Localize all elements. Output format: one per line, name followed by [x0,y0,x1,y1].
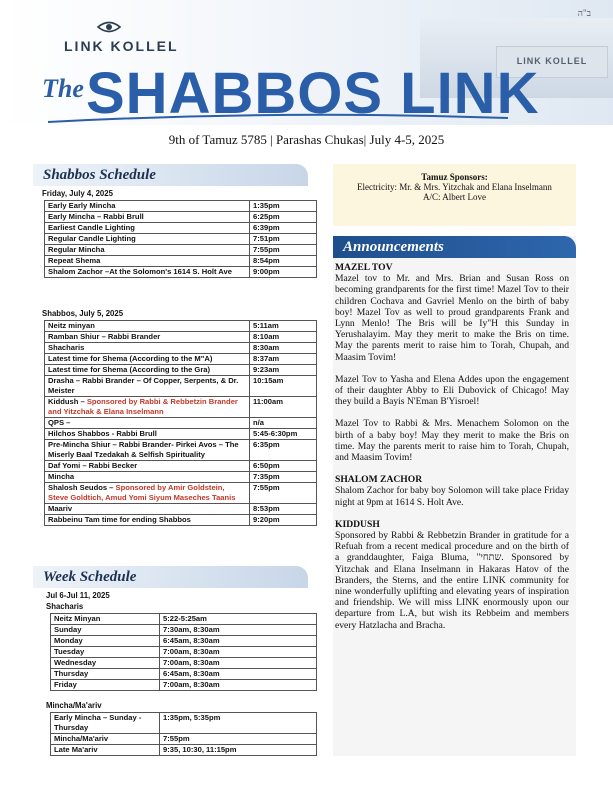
kiddush-text: Sponsored by Rabbi & Rebbetzin Brander in gratitude for a Refuah from a recent medical procedure and on the birth of a granddaughter, Faiga Bluma, "שתחי. Sponsored by Yitzchak and Elana Inselmann in Hakaras Hatov of the Branders, the Sterns, and the entire LINK community for nine wonderfully uplifting and elevating years of inspiration and friendship. We will miss LINK enormously upon our departure from L.A, but wish its Rebbeim and members every Hatzlacha and Bracha. [335,530,570,631]
event-time: 11:00am [250,397,317,418]
event-label: Early Mincha – Sunday - Thursday [51,713,160,734]
kiddush-heading: KIDDUSH [335,518,380,530]
schedule-row [45,332,317,343]
mincha-heading: Mincha/Ma'ariv [46,701,102,710]
schedule-row [45,397,317,418]
event-label: Neitz Minyan [51,614,160,625]
bh-mark: ב"ה [577,8,591,18]
event-label: Shalom Zachor –At the Solomon's 1614 S. Holt Ave [45,267,250,278]
schedule-row [45,343,317,354]
event-label: Maariv [45,504,250,515]
event-label: Repeat Shema [45,256,250,267]
event-label: Hilchos Shabbos - Rabbi Brull [45,429,250,440]
week-schedule-header: Week Schedule [33,566,308,588]
shacharis-heading: Shacharis [46,602,84,611]
event-label: Mincha [45,472,250,483]
event-time: 1:35pm [250,201,317,212]
event-label: Early Early Mincha [45,201,250,212]
schedule-row [51,745,317,756]
event-time: 7:00am, 8:30am [160,658,317,669]
event-time: 5:11am [250,321,317,332]
event-time: 6:45am, 8:30am [160,669,317,680]
event-label: Friday [51,680,160,691]
shabbos-table [44,320,317,526]
schedule-row [45,267,317,278]
event-label: Earliest Candle Lighting [45,223,250,234]
event-time: 8:10am [250,332,317,343]
schedule-row [45,354,317,365]
page-title: SHABBOS LINK [86,61,540,126]
event-time: 10:15am [250,376,317,397]
schedule-row [45,245,317,256]
event-time: 8:54pm [250,256,317,267]
event-label: Monday [51,636,160,647]
event-label: Neitz minyan [45,321,250,332]
event-time: 7:55pm [250,245,317,256]
shabbos-heading: Shabbos, July 5, 2025 [42,309,124,318]
announcements-body [335,262,569,631]
event-time: 7:55pm [250,483,317,504]
title-swoosh [48,112,508,124]
event-label: Shalosh Seudos – Sponsored by Amir Goldstein, Steve Goldtich, Amud Yomi Siyum Maseches Taanis [45,483,250,504]
event-label: Late Ma'ariv [51,745,160,756]
event-label: Regular Mincha [45,245,250,256]
event-time: 8:37am [250,354,317,365]
event-label: Ramban Shiur – Rabbi Brander [45,332,250,343]
mazel-tov-1: Mazel tov to Mr. and Mrs. Brian and Susan Ross on becoming grandparents for the first time! Mazel Tov to their children Cochava and Gavriel Menlo on the birth of baby boy! Mazel Tov as well to proud grandparents Frank and Lynn Menlo! The Bris will be Iy"H this Sunday in Yerushalayim. May they merit to make the Bris on time. May the parents merit to raise him to Torah, Chupah, and Maasim Tovim! [335,273,569,363]
event-time: 7:30am, 8:30am [160,625,317,636]
event-time: 8:30am [250,343,317,354]
schedule-row [45,418,317,429]
event-time: 7:55pm [160,734,317,745]
event-time: 5:45-6:30pm [250,429,317,440]
event-label: Regular Candle Lighting [45,234,250,245]
event-time: 7:51pm [250,234,317,245]
event-time: 6:25pm [250,212,317,223]
kollel-logo-icon [96,18,122,36]
sponsors-electricity: Electricity: Mr. & Mrs. Yitzchak and Elana Inselmann [357,182,552,192]
friday-table [44,200,317,278]
schedule-row [51,636,317,647]
event-label: Thursday [51,669,160,680]
mincha-table [50,712,317,756]
event-time: 6:45am, 8:30am [160,636,317,647]
building-sign: LINK KOLLEL [496,46,608,78]
friday-heading: Friday, July 4, 2025 [42,189,113,198]
sponsors-box [333,164,576,226]
schedule-row [45,376,317,397]
schedule-row [45,256,317,267]
schedule-row [45,515,317,526]
sponsors-ac: A/C: Albert Love [423,192,486,202]
schedule-row [51,614,317,625]
schedule-row [51,734,317,745]
schedule-row [51,647,317,658]
dateline: 9th of Tamuz 5785 | Parashas Chukas| July 4-5, 2025 [168,132,445,147]
event-label: Latest time for Shema (According to the M"A) [45,354,250,365]
event-label: Sunday [51,625,160,636]
event-time: 6:39pm [250,223,317,234]
event-time: 7:35pm [250,472,317,483]
schedule-row [45,365,317,376]
schedule-row [45,223,317,234]
shabbos-schedule-header: Shabbos Schedule [33,164,308,186]
event-label: Shacharis [45,343,250,354]
mazel-tov-2: Mazel Tov to Yasha and Elena Addes upon the engagement of their daughter Abby to Eli Dubovick of Chicago! May they build a Bayis N'Eman B'Yisroel! [335,373,569,408]
week-range: Jul 6-Jul 11, 2025 [46,591,110,600]
event-time: 1:35pm, 5:35pm [160,713,317,734]
event-label: Drasha – Rabbi Brander – Of Copper, Serpents, & Dr. Meister [45,376,250,397]
event-label: Early Mincha – Rabbi Brull [45,212,250,223]
sponsor-note: Sponsored by Amir Goldstein, Steve Goldtich, Amud Yomi Siyum Maseches Taanis [48,483,236,502]
schedule-row [51,625,317,636]
sponsor-note: Sponsored by Rabbi & Rebbetzin Brander and Yitzchak & Elana Inselmann [48,397,238,416]
schedule-row [45,461,317,472]
schedule-row [45,321,317,332]
schedule-row [51,713,317,734]
event-label: Rabbeinu Tam time for ending Shabbos [45,515,250,526]
event-time: 9:20pm [250,515,317,526]
event-label: Kiddush – Sponsored by Rabbi & Rebbetzin Brander and Yitzchak & Elana Inselmann [45,397,250,418]
title-the: The [42,74,84,103]
schedule-row [45,504,317,515]
mazel-tov-heading: MAZEL TOV [335,262,393,273]
event-time: 6:35pm [250,440,317,461]
event-label: QPS – [45,418,250,429]
schedule-row [45,212,317,223]
event-time: 8:53pm [250,504,317,515]
event-time: 5:22-5:25am [160,614,317,625]
event-label: Pre-Mincha Shiur – Rabbi Brander- Pirkei Avos – The Miserly Baal Tzedakah & Selfish Spirituality [45,440,250,461]
schedule-row [45,472,317,483]
event-label: Latest time for Shema (According to the Gra) [45,365,250,376]
schedule-row [51,658,317,669]
event-time: 7:00am, 8:30am [160,647,317,658]
schedule-row [45,201,317,212]
org-name: LINK KOLLEL [64,38,179,54]
announcements-header: Announcements [333,236,576,258]
event-time: 9:35, 10:30, 11:15pm [160,745,317,756]
schedule-row [51,669,317,680]
schedule-row [45,429,317,440]
schedule-row [45,440,317,461]
event-time: 7:00am, 8:30am [160,680,317,691]
schedule-row [45,483,317,504]
sponsors-title: Tamuz Sponsors: [421,172,488,182]
mazel-tov-3: Mazel Tov to Rabbi & Mrs. Menachem Solomon on the birth of a baby boy! May they merit to make the Bris on time. May the parents merit to raise him to Torah, Chupah, and Maasim Tovim! [335,418,569,464]
event-time: 9:23am [250,365,317,376]
event-time: n/a [250,418,317,429]
shalom-zachor-text: Shalom Zachor for baby boy Solomon will take place Friday night at 9pm at 1614 S. Holt Ave. [335,485,569,508]
schedule-row [45,234,317,245]
event-label: Tuesday [51,647,160,658]
event-time: 6:50pm [250,461,317,472]
shalom-zachor-heading: SHALOM ZACHOR [335,474,423,486]
schedule-row [51,680,317,691]
shacharis-table [50,613,317,691]
event-label: Mincha/Ma'ariv [51,734,160,745]
event-label: Wednesday [51,658,160,669]
event-time: 9:00pm [250,267,317,278]
event-label: Daf Yomi – Rabbi Becker [45,461,250,472]
